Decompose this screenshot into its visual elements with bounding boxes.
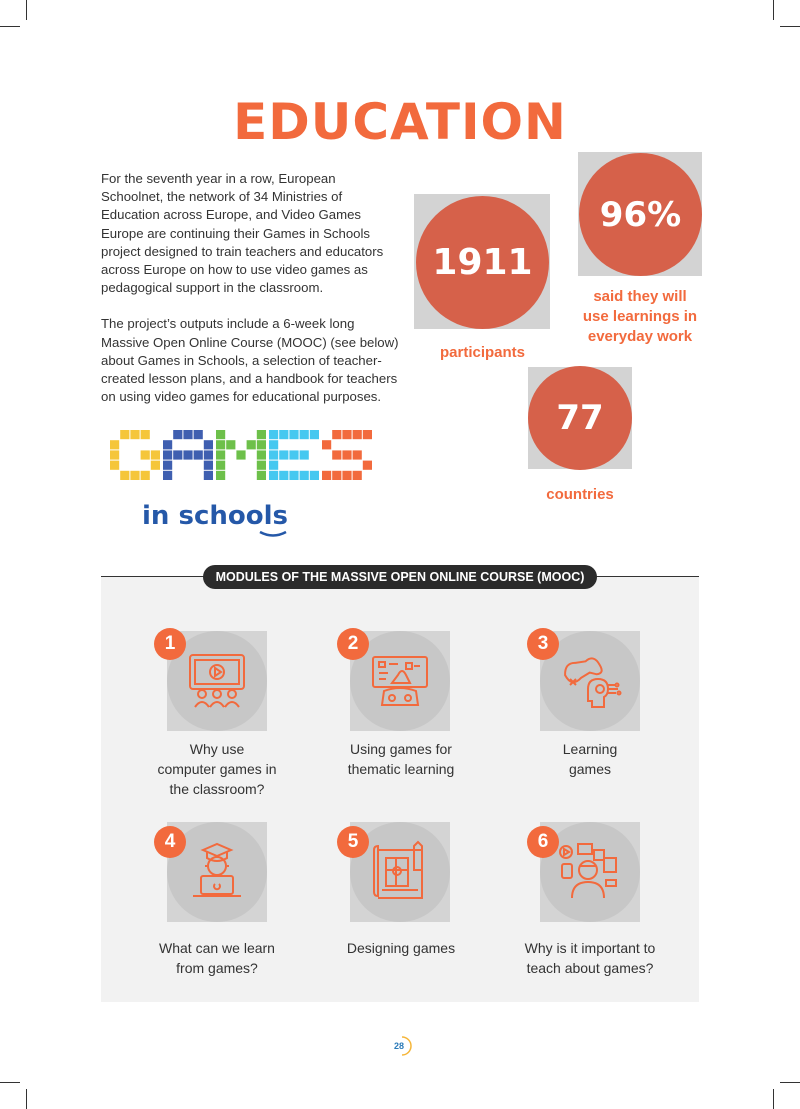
logo-pixel <box>363 461 372 470</box>
logo-pixel <box>332 471 341 480</box>
logo-pixel <box>120 430 129 439</box>
logo-pixel <box>163 471 172 480</box>
stat-learnings-value: 96% <box>599 194 682 235</box>
logo-pixel <box>163 461 172 470</box>
logo-pixel <box>216 471 225 480</box>
logo-pixel <box>110 450 119 459</box>
logo-pixel <box>332 430 341 439</box>
logo-pixel <box>279 430 288 439</box>
modules-header: MODULES OF THE MASSIVE OPEN ONLINE COURSE (MOOC) <box>203 565 597 589</box>
crop-mark <box>0 1082 20 1083</box>
module-4-title: What can we learn from games? <box>159 940 275 976</box>
logo-pixel <box>183 450 192 459</box>
stat-learnings-circle <box>579 153 702 276</box>
logo-pixel <box>173 430 182 439</box>
logo-pixel <box>353 430 362 439</box>
logo-pixel <box>216 430 225 439</box>
logo-pixel <box>204 440 213 449</box>
crop-mark <box>26 0 27 20</box>
module-3-number: 3 <box>527 628 559 660</box>
logo-pixel <box>279 471 288 480</box>
logo-pixel <box>226 440 235 449</box>
stat-participants-value: 1911 <box>432 242 533 283</box>
logo-pixel <box>183 430 192 439</box>
logo-pixel <box>300 430 309 439</box>
logo-pixel <box>279 450 288 459</box>
page-number-text: 28 <box>393 1041 404 1051</box>
crop-mark <box>26 1089 27 1109</box>
logo-pixel <box>269 430 278 439</box>
logo-pixel <box>110 461 119 470</box>
logo-pixel <box>247 440 256 449</box>
module-2-number: 2 <box>337 628 369 660</box>
module-3-title: Learning games <box>562 741 618 777</box>
logo-pixel <box>322 440 331 449</box>
logo-pixel <box>204 450 213 459</box>
logo-pixel <box>269 440 278 449</box>
logo-pixel <box>257 440 266 449</box>
crop-mark <box>773 0 774 20</box>
stat-learnings-label-line: said they will <box>593 288 687 305</box>
logo-pixel <box>120 471 129 480</box>
module-2-title: Using games for thematic learning <box>347 741 455 777</box>
blueprint-icon <box>368 840 432 904</box>
logo-pixel <box>289 450 298 459</box>
logo-pixel <box>257 471 266 480</box>
logo-pixel <box>204 461 213 470</box>
classroom-video-icon <box>185 649 249 713</box>
logo-pixel-letters <box>110 430 372 480</box>
logo-pixel <box>194 450 203 459</box>
module-6-title: Why is it important to teach about games? <box>524 940 656 976</box>
page-number <box>388 1037 410 1055</box>
logo-pixel <box>310 471 319 480</box>
logo-pixel <box>216 440 225 449</box>
logo-pixel <box>289 430 298 439</box>
teacher-media-icon <box>558 840 622 904</box>
logo-pixel <box>236 450 245 459</box>
page-title: EDUCATION <box>233 93 567 151</box>
module-1-number: 1 <box>154 628 186 660</box>
stat-learnings-label-line: everyday work <box>587 328 693 345</box>
logo-pixel <box>141 471 150 480</box>
logo-pixel <box>322 471 331 480</box>
games-in-schools-logo <box>110 426 372 538</box>
intro-text <box>101 170 401 424</box>
game-design-screen-icon <box>368 649 432 713</box>
logo-pixel <box>173 450 182 459</box>
logo-pixel <box>141 450 150 459</box>
module-1-title: Why use computer games in the classroom? <box>157 741 277 797</box>
logo-pixel <box>130 430 139 439</box>
logo-pixel <box>204 471 213 480</box>
logo-pixel <box>163 450 172 459</box>
logo-pixel <box>163 440 172 449</box>
logo-pixel <box>216 450 225 459</box>
module-6-number: 6 <box>527 826 559 858</box>
logo-pixel <box>216 461 225 470</box>
logo-pixel <box>342 430 351 439</box>
crop-mark <box>0 26 20 27</box>
logo-pixel <box>269 461 278 470</box>
crop-mark <box>780 26 800 27</box>
logo-pixel <box>194 430 203 439</box>
module-4-number: 4 <box>154 826 186 858</box>
logo-pixel <box>110 440 119 449</box>
logo-pixel <box>257 450 266 459</box>
logo-pixel <box>310 430 319 439</box>
logo-pixel <box>141 430 150 439</box>
stat-learnings-label-line: use learnings in <box>582 308 698 325</box>
intro-paragraph-1: For the seventh year in a row, European Schoolnet, the network of 34 Ministries of Education across Europe, and Video Games Europe are continuing their Games in Schools project designed to train teachers and educators across Europe on how to use video games as pedagogical support in the classroom. <box>101 171 384 296</box>
stat-learnings-label <box>565 287 715 347</box>
logo-pixel <box>257 461 266 470</box>
intro-paragraph-2: The project’s outputs include a 6-week long Massive Open Online Course (MOOC) (see below) about Games in Schools, a selection of teacher-created lesson plans, and a handbook for teachers on using video games for educational purposes. <box>101 316 399 405</box>
logo-pixel <box>257 430 266 439</box>
logo-pixel <box>151 461 160 470</box>
logo-pixel <box>130 471 139 480</box>
logo-pixel <box>353 471 362 480</box>
logo-pixel <box>332 450 341 459</box>
logo-smile <box>260 532 286 536</box>
logo-pixel <box>342 450 351 459</box>
crop-mark <box>773 1089 774 1109</box>
graduate-laptop-icon <box>185 840 249 904</box>
gamepad-mind-icon <box>558 649 622 713</box>
module-5-number: 5 <box>337 826 369 858</box>
stat-countries-circle <box>528 366 632 470</box>
logo-pixel <box>269 450 278 459</box>
stat-participants-circle <box>416 196 549 329</box>
logo-pixel <box>289 471 298 480</box>
stat-countries-label: countries <box>546 486 614 503</box>
logo-pixel <box>300 471 309 480</box>
logo-pixel <box>363 430 372 439</box>
logo-pixel <box>151 450 160 459</box>
logo-pixel <box>300 450 309 459</box>
stat-participants-label: participants <box>439 344 526 361</box>
crop-mark <box>780 1082 800 1083</box>
logo-pixel <box>342 471 351 480</box>
stat-countries-value: 77 <box>556 398 604 438</box>
logo-subtitle: in schools <box>142 501 288 531</box>
module-5-title: Designing games <box>346 940 456 956</box>
logo-pixel <box>353 450 362 459</box>
logo-pixel <box>269 471 278 480</box>
page-number-ring-icon <box>388 1035 412 1057</box>
